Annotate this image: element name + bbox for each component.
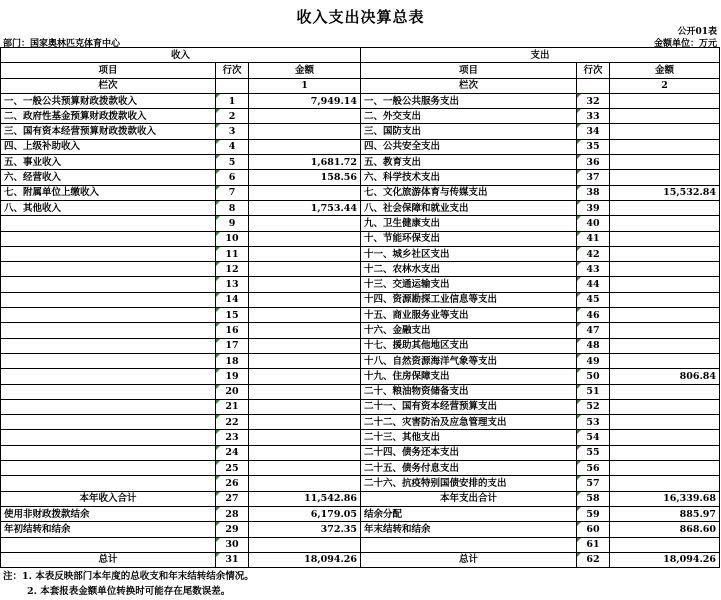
income-amount-cell bbox=[249, 399, 361, 414]
income-amount-cell bbox=[249, 262, 361, 277]
table-row bbox=[1, 139, 720, 154]
table-row bbox=[1, 231, 720, 246]
income-line-cell: 10 bbox=[216, 231, 249, 246]
expense-item-cell: 六、科学技术支出 bbox=[361, 170, 577, 185]
table-row bbox=[1, 93, 720, 108]
income-amount-cell bbox=[249, 461, 361, 476]
expense-amount-cell bbox=[610, 353, 720, 368]
income-column-number: 1 bbox=[249, 78, 361, 93]
expense-item-cell: 五、教育支出 bbox=[361, 155, 577, 170]
income-line-cell: 2 bbox=[216, 109, 249, 124]
expense-item-cell: 十三、交通运输支出 bbox=[361, 277, 577, 292]
income-item-cell bbox=[1, 476, 216, 491]
income-line-cell: 31 bbox=[216, 552, 249, 567]
expense-line-cell: 55 bbox=[577, 445, 610, 460]
table-row bbox=[1, 338, 720, 353]
income-item-cell: 年初结转和结余 bbox=[1, 522, 216, 537]
income-section-header: 收入 bbox=[1, 48, 361, 63]
income-line-cell: 20 bbox=[216, 384, 249, 399]
expense-item-cell: 三、国防支出 bbox=[361, 124, 577, 139]
expense-line-cell: 36 bbox=[577, 155, 610, 170]
income-amount-header: 金额 bbox=[249, 63, 361, 78]
expense-item-cell: 总计 bbox=[361, 552, 577, 567]
expense-amount-cell: 16,339.68 bbox=[610, 491, 720, 506]
income-line-cell: 11 bbox=[216, 246, 249, 261]
expense-item-cell: 十四、资源勘探工业信息等支出 bbox=[361, 292, 577, 307]
report-title: 收入支出决算总表 bbox=[296, 8, 425, 26]
table-row bbox=[1, 246, 720, 261]
table-row bbox=[1, 461, 720, 476]
expense-line-cell: 33 bbox=[577, 109, 610, 124]
income-item-cell bbox=[1, 338, 216, 353]
income-amount-cell bbox=[249, 384, 361, 399]
expense-amount-cell bbox=[610, 277, 720, 292]
expense-section-header: 支出 bbox=[361, 48, 720, 63]
expense-line-cell: 41 bbox=[577, 231, 610, 246]
income-amount-cell: 18,094.26 bbox=[249, 552, 361, 567]
expense-amount-cell bbox=[610, 445, 720, 460]
income-line-cell: 9 bbox=[216, 216, 249, 231]
expense-amount-cell bbox=[610, 430, 720, 445]
income-line-cell: 29 bbox=[216, 522, 249, 537]
expense-item-cell: 二十三、其他支出 bbox=[361, 430, 577, 445]
table-row bbox=[1, 292, 720, 307]
table-row bbox=[1, 491, 720, 506]
expense-amount-cell: 15,532.84 bbox=[610, 185, 720, 200]
table-row bbox=[1, 430, 720, 445]
income-amount-cell bbox=[249, 231, 361, 246]
table-row bbox=[1, 155, 720, 170]
income-line-cell: 27 bbox=[216, 491, 249, 506]
expense-amount-cell bbox=[610, 415, 720, 430]
expense-item-cell: 九、卫生健康支出 bbox=[361, 216, 577, 231]
income-item-cell bbox=[1, 415, 216, 430]
expense-line-cell: 43 bbox=[577, 262, 610, 277]
income-amount-cell bbox=[249, 323, 361, 338]
income-column-label: 栏次 bbox=[1, 78, 216, 93]
expense-item-cell: 二十、粮油物资储备支出 bbox=[361, 384, 577, 399]
expense-amount-cell: 868.60 bbox=[610, 522, 720, 537]
expense-line-cell: 44 bbox=[577, 277, 610, 292]
expense-item-cell: 二十五、债务付息支出 bbox=[361, 461, 577, 476]
income-amount-cell bbox=[249, 430, 361, 445]
table-row bbox=[1, 399, 720, 414]
table-row bbox=[1, 185, 720, 200]
income-item-cell bbox=[1, 308, 216, 323]
income-line-cell: 6 bbox=[216, 170, 249, 185]
department-label: 部门：国家奥林匹克体育中心 bbox=[3, 39, 121, 49]
expense-line-cell: 48 bbox=[577, 338, 610, 353]
form-code: 公开01表 bbox=[677, 27, 717, 37]
table-row bbox=[1, 200, 720, 215]
income-amount-cell bbox=[249, 338, 361, 353]
expense-item-cell: 二十一、国有资本经营预算支出 bbox=[361, 399, 577, 414]
table-row bbox=[1, 522, 720, 537]
income-line-cell: 17 bbox=[216, 338, 249, 353]
income-line-cell: 7 bbox=[216, 185, 249, 200]
income-item-cell bbox=[1, 246, 216, 261]
expense-line-cell: 35 bbox=[577, 139, 610, 154]
expense-line-cell: 51 bbox=[577, 384, 610, 399]
expense-item-cell: 二十二、灾害防治及应急管理支出 bbox=[361, 415, 577, 430]
income-item-cell bbox=[1, 399, 216, 414]
expense-item-header: 项目 bbox=[361, 63, 577, 78]
expense-amount-cell bbox=[610, 384, 720, 399]
expense-amount-cell bbox=[610, 170, 720, 185]
expense-amount-cell bbox=[610, 262, 720, 277]
table-row bbox=[1, 277, 720, 292]
income-column-blank bbox=[216, 78, 249, 93]
table-row bbox=[1, 415, 720, 430]
expense-amount-cell bbox=[610, 537, 720, 552]
expense-column-label: 栏次 bbox=[361, 78, 577, 93]
expense-line-cell: 34 bbox=[577, 124, 610, 139]
income-item-header: 项目 bbox=[1, 63, 216, 78]
expense-amount-cell bbox=[610, 124, 720, 139]
income-line-cell: 14 bbox=[216, 292, 249, 307]
table-row bbox=[1, 445, 720, 460]
table-row bbox=[1, 537, 720, 552]
expense-line-cell: 56 bbox=[577, 461, 610, 476]
income-amount-cell: 372.35 bbox=[249, 522, 361, 537]
income-line-cell: 28 bbox=[216, 506, 249, 521]
expense-amount-cell bbox=[610, 246, 720, 261]
expense-line-cell: 53 bbox=[577, 415, 610, 430]
table-row bbox=[1, 369, 720, 384]
expense-line-cell: 38 bbox=[577, 185, 610, 200]
income-amount-cell: 7,949.14 bbox=[249, 93, 361, 108]
table-row bbox=[1, 384, 720, 399]
income-item-cell bbox=[1, 461, 216, 476]
table-row bbox=[1, 124, 720, 139]
expense-line-cell: 61 bbox=[577, 537, 610, 552]
income-line-cell: 13 bbox=[216, 277, 249, 292]
income-item-cell: 四、上级补助收入 bbox=[1, 139, 216, 154]
income-amount-cell bbox=[249, 185, 361, 200]
expense-line-cell: 50 bbox=[577, 369, 610, 384]
expense-amount-cell bbox=[610, 155, 720, 170]
income-amount-cell bbox=[249, 277, 361, 292]
income-item-cell bbox=[1, 216, 216, 231]
expense-line-cell: 46 bbox=[577, 308, 610, 323]
expense-item-cell: 本年支出合计 bbox=[361, 491, 577, 506]
income-item-cell bbox=[1, 262, 216, 277]
expense-amount-cell: 18,094.26 bbox=[610, 552, 720, 567]
income-amount-cell: 6,179.05 bbox=[249, 506, 361, 521]
income-amount-cell bbox=[249, 537, 361, 552]
income-item-cell bbox=[1, 369, 216, 384]
income-amount-cell: 158.56 bbox=[249, 170, 361, 185]
expense-line-cell: 57 bbox=[577, 476, 610, 491]
expense-amount-cell bbox=[610, 476, 720, 491]
table-row bbox=[1, 323, 720, 338]
expense-amount-cell bbox=[610, 109, 720, 124]
expense-line-cell: 58 bbox=[577, 491, 610, 506]
expense-amount-cell bbox=[610, 231, 720, 246]
expense-item-cell: 十七、援助其他地区支出 bbox=[361, 338, 577, 353]
income-item-cell: 二、政府性基金预算财政拨款收入 bbox=[1, 109, 216, 124]
expense-amount-header: 金额 bbox=[610, 63, 720, 78]
income-item-cell bbox=[1, 323, 216, 338]
expense-amount-cell bbox=[610, 139, 720, 154]
income-amount-cell bbox=[249, 353, 361, 368]
income-expense-table bbox=[0, 47, 720, 568]
income-item-cell bbox=[1, 445, 216, 460]
expense-line-cell: 47 bbox=[577, 323, 610, 338]
income-item-cell bbox=[1, 430, 216, 445]
table-row bbox=[1, 170, 720, 185]
expense-amount-cell bbox=[610, 200, 720, 215]
expense-amount-cell bbox=[610, 292, 720, 307]
footnote-1: 注：1. 本表反映部门本年度的总收支和年末结转结余情况。 bbox=[3, 571, 254, 582]
income-amount-cell bbox=[249, 308, 361, 323]
income-item-cell: 五、事业收入 bbox=[1, 155, 216, 170]
income-item-cell: 六、经营收入 bbox=[1, 170, 216, 185]
income-line-cell: 4 bbox=[216, 139, 249, 154]
expense-line-cell: 39 bbox=[577, 200, 610, 215]
footnotes bbox=[3, 569, 254, 599]
expense-amount-cell bbox=[610, 216, 720, 231]
income-line-cell: 3 bbox=[216, 124, 249, 139]
income-line-cell: 8 bbox=[216, 200, 249, 215]
expense-line-header: 行次 bbox=[577, 63, 610, 78]
income-amount-cell bbox=[249, 476, 361, 491]
income-item-cell bbox=[1, 277, 216, 292]
income-line-cell: 22 bbox=[216, 415, 249, 430]
table-row bbox=[1, 353, 720, 368]
income-item-cell: 使用非财政拨款结余 bbox=[1, 506, 216, 521]
expense-amount-cell bbox=[610, 338, 720, 353]
income-item-cell: 一、一般公共预算财政拨款收入 bbox=[1, 93, 216, 108]
expense-line-cell: 59 bbox=[577, 506, 610, 521]
expense-item-cell: 二十四、债务还本支出 bbox=[361, 445, 577, 460]
income-item-cell bbox=[1, 231, 216, 246]
table-row bbox=[1, 109, 720, 124]
expense-item-cell: 十六、金融支出 bbox=[361, 323, 577, 338]
income-line-cell: 25 bbox=[216, 461, 249, 476]
expense-item-cell: 七、文化旅游体育与传媒支出 bbox=[361, 185, 577, 200]
expense-item-cell: 二十六、抗疫特别国债安排的支出 bbox=[361, 476, 577, 491]
income-amount-cell bbox=[249, 292, 361, 307]
income-item-cell: 总计 bbox=[1, 552, 216, 567]
table-row bbox=[1, 216, 720, 231]
table-row bbox=[1, 262, 720, 277]
income-item-cell: 八、其他收入 bbox=[1, 200, 216, 215]
column-number-row bbox=[1, 78, 720, 93]
expense-amount-cell bbox=[610, 399, 720, 414]
expense-item-cell: 一、一般公共服务支出 bbox=[361, 93, 577, 108]
income-line-cell: 1 bbox=[216, 93, 249, 108]
income-amount-cell bbox=[249, 139, 361, 154]
expense-line-cell: 37 bbox=[577, 170, 610, 185]
expense-item-cell bbox=[361, 537, 577, 552]
income-line-cell: 26 bbox=[216, 476, 249, 491]
section-header-row bbox=[1, 48, 720, 63]
income-line-cell: 16 bbox=[216, 323, 249, 338]
expense-amount-cell bbox=[610, 93, 720, 108]
income-item-cell bbox=[1, 384, 216, 399]
expense-amount-cell bbox=[610, 323, 720, 338]
expense-item-cell: 结余分配 bbox=[361, 506, 577, 521]
income-amount-cell: 11,542.86 bbox=[249, 491, 361, 506]
expense-item-cell: 年末结转和结余 bbox=[361, 522, 577, 537]
expense-item-cell: 十五、商业服务业等支出 bbox=[361, 308, 577, 323]
income-line-cell: 5 bbox=[216, 155, 249, 170]
income-amount-cell bbox=[249, 216, 361, 231]
income-amount-cell bbox=[249, 124, 361, 139]
income-line-cell: 24 bbox=[216, 445, 249, 460]
expense-amount-cell bbox=[610, 308, 720, 323]
table-row bbox=[1, 308, 720, 323]
income-amount-cell: 1,753.44 bbox=[249, 200, 361, 215]
income-item-cell: 七、附属单位上缴收入 bbox=[1, 185, 216, 200]
expense-item-cell: 八、社会保障和就业支出 bbox=[361, 200, 577, 215]
expense-item-cell: 十二、农林水支出 bbox=[361, 262, 577, 277]
expense-line-cell: 54 bbox=[577, 430, 610, 445]
income-line-cell: 19 bbox=[216, 369, 249, 384]
expense-item-cell: 十、节能环保支出 bbox=[361, 231, 577, 246]
expense-line-cell: 40 bbox=[577, 216, 610, 231]
table-row bbox=[1, 552, 720, 567]
footnote-2: 2. 本套报表金额单位转换时可能存在尾数误差。 bbox=[27, 586, 231, 597]
income-item-cell bbox=[1, 353, 216, 368]
income-amount-cell bbox=[249, 445, 361, 460]
income-line-cell: 30 bbox=[216, 537, 249, 552]
income-line-cell: 15 bbox=[216, 308, 249, 323]
income-amount-cell: 1,681.72 bbox=[249, 155, 361, 170]
income-item-cell: 本年收入合计 bbox=[1, 491, 216, 506]
table-row bbox=[1, 506, 720, 521]
income-line-header: 行次 bbox=[216, 63, 249, 78]
amount-unit-label: 金额单位：万元 bbox=[653, 39, 717, 49]
expense-amount-cell: 885.97 bbox=[610, 506, 720, 521]
income-line-cell: 18 bbox=[216, 353, 249, 368]
expense-line-cell: 62 bbox=[577, 552, 610, 567]
income-item-cell bbox=[1, 537, 216, 552]
expense-line-cell: 32 bbox=[577, 93, 610, 108]
column-header-row bbox=[1, 63, 720, 78]
expense-amount-cell bbox=[610, 461, 720, 476]
expense-line-cell: 45 bbox=[577, 292, 610, 307]
income-amount-cell bbox=[249, 246, 361, 261]
expense-item-cell: 十一、城乡社区支出 bbox=[361, 246, 577, 261]
income-amount-cell bbox=[249, 369, 361, 384]
income-item-cell bbox=[1, 292, 216, 307]
expense-item-cell: 二、外交支出 bbox=[361, 109, 577, 124]
expense-item-cell: 十九、住房保障支出 bbox=[361, 369, 577, 384]
income-item-cell: 三、国有资本经营预算财政拨款收入 bbox=[1, 124, 216, 139]
expense-column-blank bbox=[577, 78, 610, 93]
expense-line-cell: 49 bbox=[577, 353, 610, 368]
expense-amount-cell: 806.84 bbox=[610, 369, 720, 384]
income-amount-cell bbox=[249, 415, 361, 430]
income-line-cell: 23 bbox=[216, 430, 249, 445]
expense-line-cell: 42 bbox=[577, 246, 610, 261]
table-row bbox=[1, 476, 720, 491]
expense-item-cell: 四、公共安全支出 bbox=[361, 139, 577, 154]
expense-item-cell: 十八、自然资源海洋气象等支出 bbox=[361, 353, 577, 368]
expense-line-cell: 52 bbox=[577, 399, 610, 414]
expense-line-cell: 60 bbox=[577, 522, 610, 537]
income-amount-cell bbox=[249, 109, 361, 124]
income-line-cell: 12 bbox=[216, 262, 249, 277]
income-line-cell: 21 bbox=[216, 399, 249, 414]
expense-column-number: 2 bbox=[610, 78, 720, 93]
